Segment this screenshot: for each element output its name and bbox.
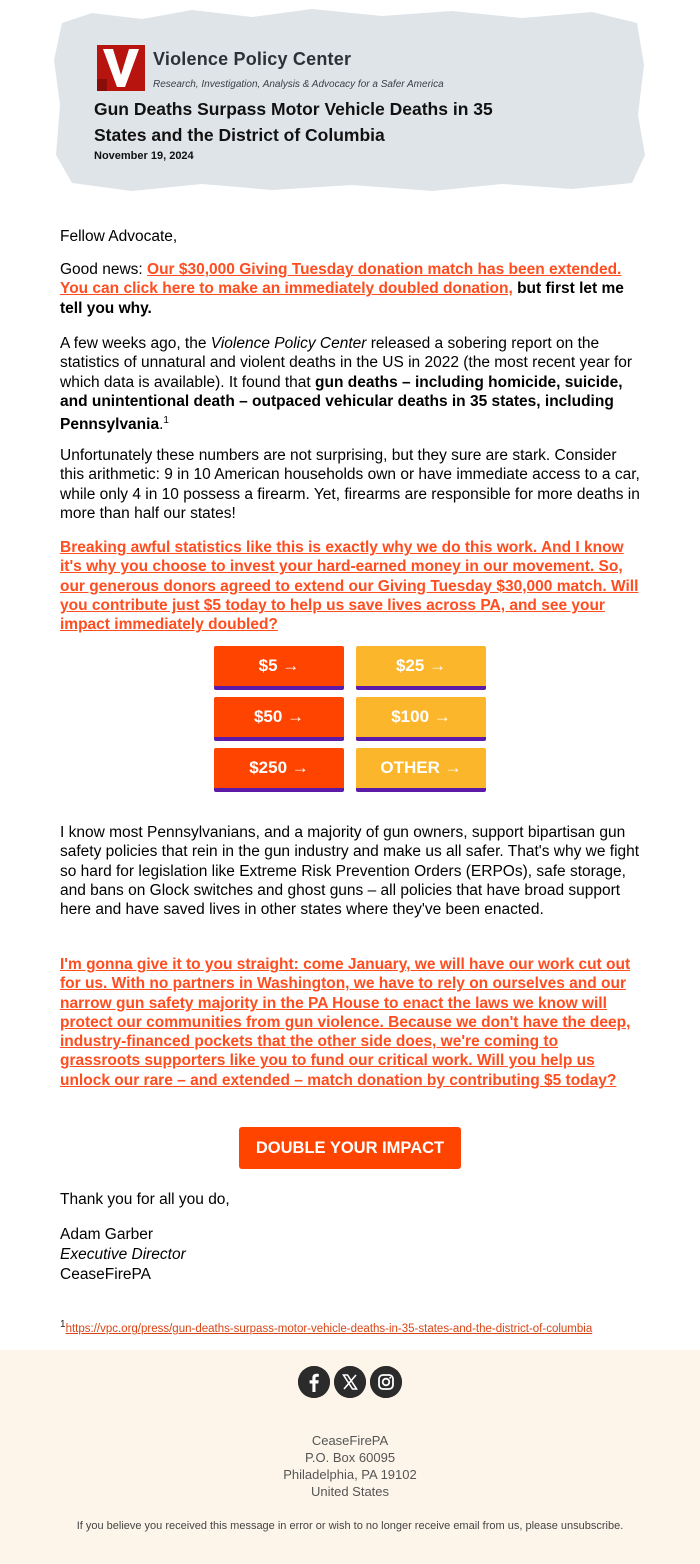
donate-25-button[interactable]: $25 → [356,646,486,690]
donate-100-button[interactable]: $100 → [356,697,486,741]
footnote-number: 1 [60,1319,66,1330]
signature-name: Adam Garber [60,1226,154,1243]
unsubscribe-notice [60,1519,640,1534]
appeal-link[interactable]: Breaking awful statistics like this is exactly why we do this work. And I know it's why you choose to invest your hard-earned money in our movement. So, our generous donors agreed to extend our Giving Tuesday $30,000 match. Will you contribute just $5 today to help us save lives across PA, and see your impact immediately doubled? [60,539,639,634]
straight-talk-link[interactable]: I'm gonna give it to you straight: come January, we will have our work cut out for us. With no partners in Washington, we have to rely on ourselves and our narrow gun safety majority in the PA House to enact the laws we know will protect our communities from gun violence. Because we don't have the deep, industry-financed pockets that the other side does, we're coming to grassroots supporters like you to fund our critical work. Will you help us unlock our rare – and extended – match donation by contributing $5 today? [60,956,631,1089]
closing: Thank you for all you do, [60,1191,230,1208]
footer-city: Philadelphia, PA 19102 [283,1467,417,1482]
footnote [60,1319,592,1335]
report-title: Gun Deaths Surpass Motor Vehicle Deaths in 35 States and the District of Columbia [94,99,493,145]
intro-lead: Good news: [60,261,148,278]
instagram-icon[interactable] [370,1366,402,1398]
x-icon[interactable] [334,1366,366,1398]
footer-po-box: P.O. Box 60095 [304,1450,396,1465]
vpc-logo-icon [97,45,145,91]
intro-bold: but first let me tell you why. [60,280,624,317]
signature-title: Executive Director [60,1246,186,1263]
donate-5-button[interactable]: $5 → [214,646,344,690]
paragraph-intro [60,260,642,318]
facebook-icon[interactable] [298,1366,330,1398]
report-date: November 19, 2024 [94,150,194,162]
donate-50-button[interactable]: $50 → [214,697,344,741]
paragraph-appeal [60,538,642,634]
double-impact-button[interactable]: DOUBLE YOUR IMPACT [239,1127,461,1169]
paragraph-policies: I know most Pennsylvanians, and a majority of gun owners, support bipartisan gun safety policies that rein in the gun industry and make us all safer. That's why we fight so hard for legislation like Extreme Risk Prevention Orders (ERPOs), safe storage, and bans on Glock switches and ghost guns – all policies that have broad support here and have saved lives in other states where they've been enacted. [60,824,640,919]
report-text-b: released a sobering report on the statistics of unnatural and violent deaths in the US in 2022 (the most recent year for which data is available). It found that [60,335,633,391]
paragraph-report [60,334,642,435]
paragraph-straight-talk [60,955,642,1090]
footnote-marker: 1 [163,415,169,427]
signature-org: CeaseFirePA [60,1266,152,1283]
donate-250-button[interactable]: $250 → [214,748,344,792]
paragraph-arithmetic: Unfortunately these numbers are not surprising, but they sure are stark. Consider this arithmetic: 9 in 10 American households own or have immediate access to a car, while only 4 in 10 possess a firearm. Yet, firearms are responsible for more deaths in more than half our states! [60,447,640,522]
donation-match-link[interactable]: Our $30,000 Giving Tuesday donation match has been extended. You can click here to make an immediately doubled donation, [60,261,622,298]
unsubscribe-text: If you believe you received this message in error or wish to no longer receive email from us, please [76,1520,561,1532]
unsubscribe-link[interactable]: unsubscribe [560,1520,621,1532]
report-text-a: A few weeks ago, the [60,335,211,352]
org-tagline: Research, Investigation, Analysis & Advocacy for a Safer America [153,79,444,90]
donate-other-button[interactable]: OTHER → [356,748,486,792]
unsubscribe-end: . [620,1520,624,1532]
report-end: . [159,416,164,434]
footer-org: CeaseFirePA [311,1433,389,1448]
footnote-link[interactable]: https://vpc.org/press/gun-deaths-surpass-motor-vehicle-deaths-in-35-states-and-the-district-of-columbia [65,1322,593,1335]
org-name: Violence Policy Center [153,49,352,69]
greeting: Fellow Advocate, [60,228,178,245]
report-org-italic: Violence Policy Center [210,335,367,352]
report-bold: gun deaths – including homicide, suicide, and unintentional death – outpaced vehicular deaths in 35 states, including Pennsylvania [60,373,623,434]
footer-country: United States [310,1484,390,1499]
